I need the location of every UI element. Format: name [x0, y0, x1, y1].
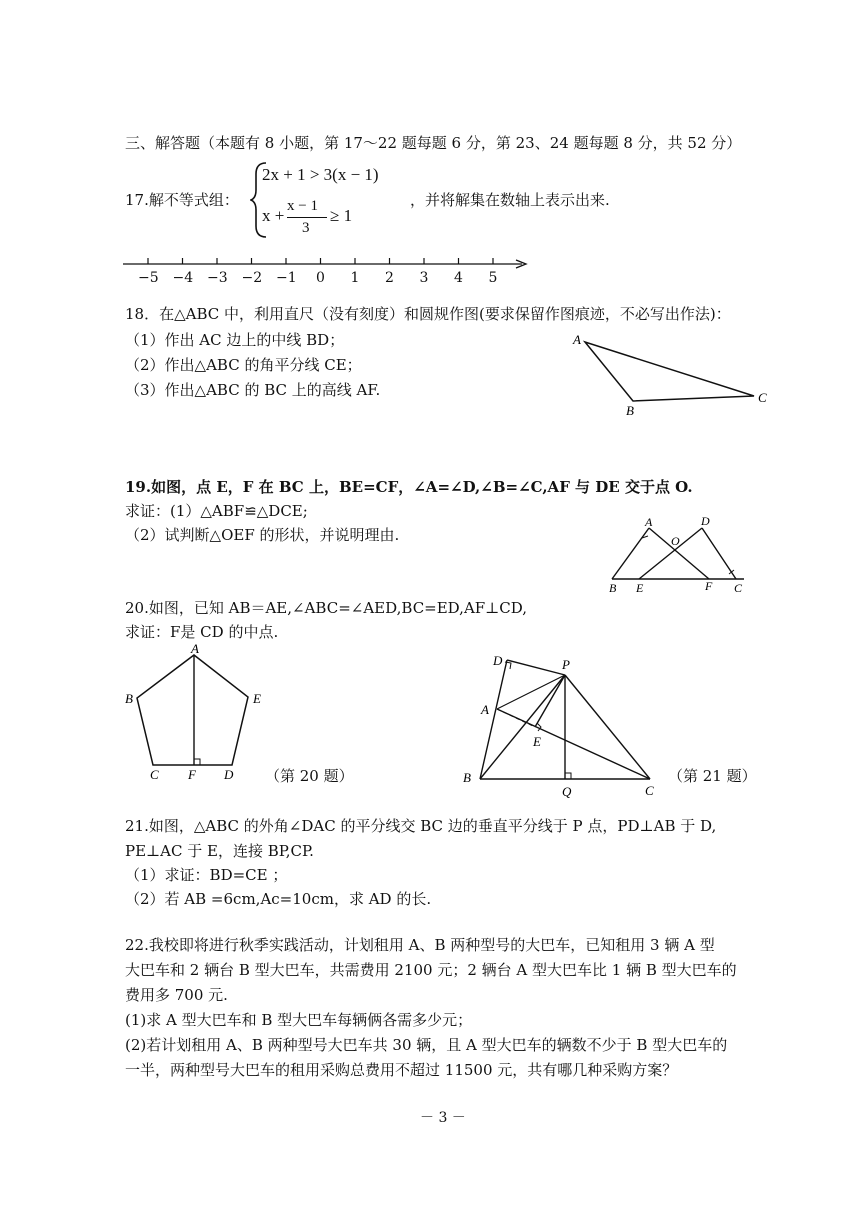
q21-stem-line-2: PE⊥AC 于 E，连接 BP,CP.	[125, 842, 314, 860]
label-A: A	[573, 332, 581, 347]
q19-part-2: （2）试判断△OEF 的形状，并说明理由.	[125, 526, 400, 544]
q17-label: 17.解不等式组：	[125, 191, 239, 209]
label-O: O	[671, 534, 680, 548]
q18-triangle-figure	[570, 330, 780, 420]
q22-line-3: 费用多 700 元.	[125, 986, 228, 1004]
q20-caption: （第 20 题）	[265, 767, 354, 785]
label-A: A	[191, 641, 199, 656]
label-C: C	[645, 783, 654, 798]
label-B: B	[609, 581, 617, 595]
label-E: E	[533, 734, 541, 749]
label-Q: Q	[562, 784, 572, 799]
tick-label: −3	[207, 270, 228, 286]
label-B: B	[463, 770, 471, 785]
q22-line-2: 大巴车和 2 辆台 B 型大巴车，共需费用 2100 元；2 辆台 A 型大巴车比 1 辆 B 型大巴车的	[125, 961, 737, 979]
label-E: E	[636, 581, 644, 595]
label-D: D	[493, 653, 503, 668]
tick-label: 2	[385, 270, 394, 286]
tick-label: 0	[316, 270, 325, 286]
q19-triangles-figure	[604, 512, 754, 597]
tick-label: −5	[138, 270, 159, 286]
label-C: C	[734, 581, 743, 595]
q22-line-1: 22.我校即将进行秋季实践活动，计划租用 A、B 两种型号的大巴车，已知租用 3 辆 A 型	[125, 936, 715, 954]
q22-part-2-line-2: 一半，两种型号大巴车的租用采购总费用不超过 11500 元，共有哪几种采购方案？	[125, 1061, 678, 1079]
q17-instruction-tail: ，并将解集在数轴上表示出来.	[410, 191, 610, 209]
label-B: B	[125, 691, 133, 706]
label-E: E	[253, 691, 261, 706]
q17-inequality-2-prefix: x +	[262, 206, 285, 225]
q18-part-2: （2）作出△ABC 的角平分线 CE；	[125, 356, 362, 374]
tick-label: 3	[419, 270, 429, 286]
tick-label: 4	[454, 270, 463, 286]
q17-fraction-denominator: 3	[302, 220, 310, 236]
page-number: － 3 －	[420, 1110, 466, 1126]
label-A: A	[645, 515, 653, 529]
q22-part-2-line-1: (2)若计划租用 A、B 两种型号大巴车共 30 辆，且 A 型大巴车的辆数不少于 B 型大巴车的	[125, 1036, 728, 1054]
q22-part-1: (1)求 A 型大巴车和 B 型大巴车每辆俩各需多少元；	[125, 1011, 473, 1029]
q20-pentagon-figure	[120, 640, 270, 785]
q17-inequality-2-suffix: ≥ 1	[330, 206, 353, 225]
triangle-abc	[585, 342, 754, 401]
q17-fraction-numerator: x − 1	[287, 198, 318, 214]
label-D: D	[701, 514, 710, 528]
q19-part-1: 求证：(1）△ABF≌△DCE;	[125, 502, 308, 520]
tick-label: 5	[488, 270, 498, 286]
label-D: D	[224, 767, 234, 782]
label-B: B	[626, 403, 634, 418]
label-C: C	[150, 767, 159, 782]
label-P: P	[562, 657, 570, 672]
q20-stem: 20.如图，已知 AB＝AE,∠ABC=∠AED,BC=ED,AF⊥CD,	[125, 599, 528, 617]
q18-part-1: （1）作出 AC 边上的中线 BD；	[125, 331, 345, 349]
tick-label: −4	[172, 270, 194, 286]
label-C: C	[758, 390, 767, 405]
q19-stem: 19.如图，点 E，F 在 BC 上，BE=CF，∠A=∠D,∠B=∠C,AF 与 DE 交于点 O.	[125, 478, 693, 496]
q18-stem: 18．在△ABC 中，利用直尺（没有刻度）和圆规作图(要求保留作图痕迹，不必写出作法)：	[125, 305, 731, 323]
q21-caption: （第 21 题）	[668, 767, 757, 785]
q20-part-1: 求证：F是 CD 的中点.	[125, 623, 279, 641]
q21-stem-line-1: 21.如图，△ABC 的外角∠DAC 的平分线交 BC 边的垂直平分线于 P 点，PD⊥AB 于 D,	[125, 817, 717, 835]
q18-part-3: （3）作出△ABC 的 BC 上的高线 AF.	[125, 381, 381, 399]
q17-inequality-1: 2x + 1 > 3(x − 1)	[262, 165, 379, 184]
label-F: F	[705, 579, 713, 593]
tick-label: 1	[350, 270, 360, 286]
q21-part-2: （2）若 AB =6cm,Ac=10cm，求 AD 的长.	[125, 890, 432, 908]
section-heading: 三、解答题（本题有 8 小题，第 17～22 题每题 6 分，第 23、24 题每题 8 分，共 52 分）	[125, 134, 742, 152]
label-A: A	[481, 702, 489, 717]
label-F: F	[188, 767, 196, 782]
tick-label: −2	[241, 270, 263, 286]
q21-part-1: （1）求证：BD=CE ；	[125, 866, 288, 884]
tick-label: −1	[276, 270, 297, 286]
q21-geometry-figure	[455, 645, 665, 800]
